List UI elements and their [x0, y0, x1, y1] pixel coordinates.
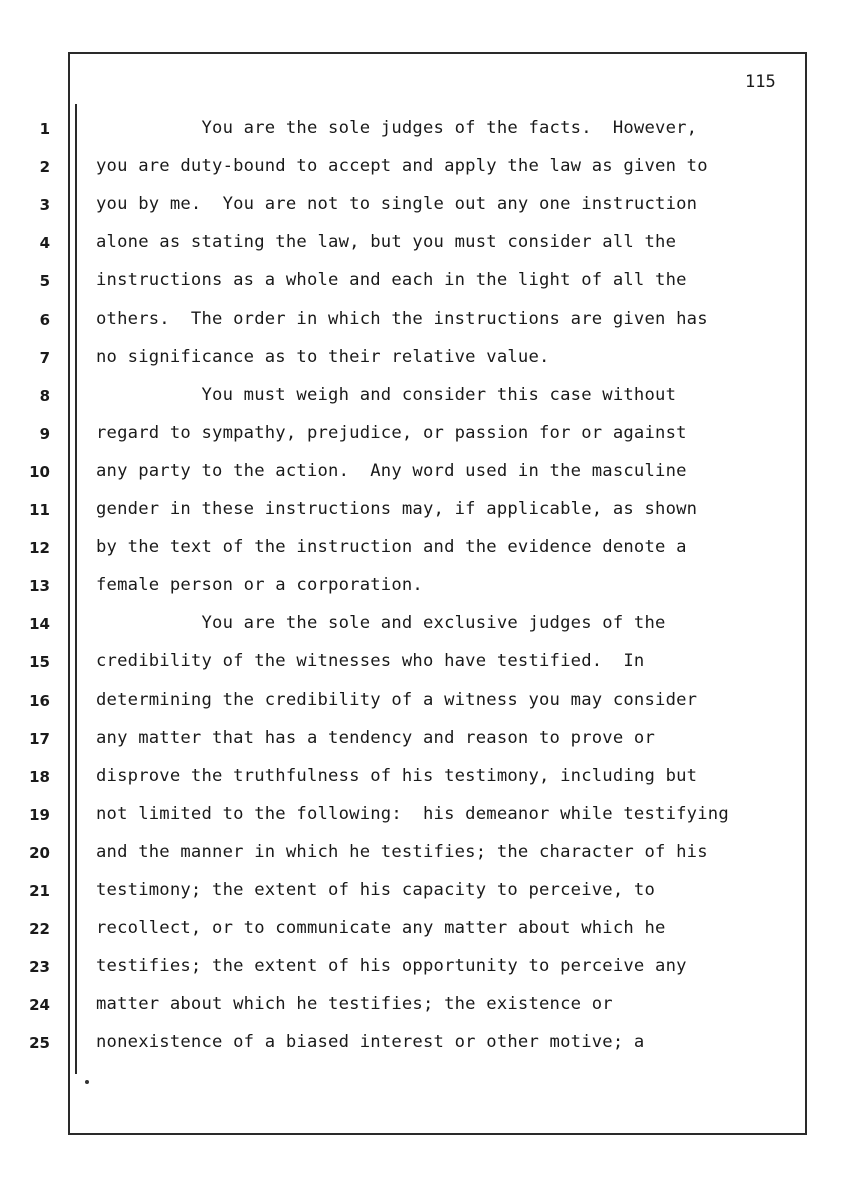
line-number-margin-rule	[75, 104, 77, 1074]
line-number: 13	[29, 577, 50, 596]
line-number: 2	[39, 158, 50, 177]
transcript-line: any party to the action. Any word used in the masculine	[96, 460, 687, 481]
line-number: 8	[39, 386, 50, 405]
transcript-line: instructions as a whole and each in the light of all the	[96, 270, 687, 291]
transcript-line: matter about which he testifies; the existence or	[96, 994, 613, 1015]
transcript-line: and the manner in which he testifies; the character of his	[96, 841, 708, 862]
transcript-line: gender in these instructions may, if applicable, as shown	[96, 499, 698, 519]
stray-ink-mark	[85, 1080, 89, 1084]
line-number: 20	[29, 843, 50, 862]
line-number: 1	[39, 120, 50, 138]
line-number: 16	[29, 691, 50, 710]
line-number: 3	[39, 196, 50, 215]
transcript-line: nonexistence of a biased interest or other motive; a	[96, 1032, 645, 1053]
line-number: 10	[29, 462, 50, 481]
transcript-line: female person or a corporation.	[96, 575, 423, 596]
transcript-line: You must weigh and consider this case without	[96, 384, 677, 405]
line-number: 15	[29, 653, 50, 672]
line-number: 9	[39, 424, 50, 443]
line-number: 17	[29, 729, 50, 748]
transcript-line: others. The order in which the instructions are given has	[96, 308, 708, 329]
line-number: 5	[39, 272, 50, 291]
transcript-line: no significance as to their relative value.	[96, 346, 550, 367]
transcript-line: You are the sole and exclusive judges of the	[96, 613, 666, 634]
transcript-line: you by me. You are not to single out any one instruction	[96, 194, 698, 215]
transcript-line: you are duty-bound to accept and apply the law as given to	[96, 156, 708, 177]
line-number: 22	[29, 920, 50, 939]
line-number: 25	[29, 1034, 50, 1053]
line-number: 4	[39, 234, 50, 253]
line-number: 6	[39, 310, 50, 329]
transcript-line: You are the sole judges of the facts. However,	[96, 118, 698, 138]
line-number: 18	[29, 767, 50, 786]
line-number: 24	[29, 996, 50, 1015]
transcript-line: alone as stating the law, but you must consider all the	[96, 232, 677, 253]
line-number: 11	[29, 501, 50, 519]
line-number: 23	[29, 958, 50, 977]
line-number: 7	[39, 348, 50, 367]
line-number: 21	[29, 882, 50, 900]
line-number: 12	[29, 539, 50, 558]
transcript-line: testifies; the extent of his opportunity to perceive any	[96, 956, 687, 977]
transcript-line: recollect, or to communicate any matter about which he	[96, 918, 666, 939]
line-number: 19	[29, 805, 50, 824]
transcript-line: not limited to the following: his demeanor while testifying	[96, 803, 729, 824]
transcript-line: determining the credibility of a witness you may consider	[96, 689, 698, 710]
line-number: 14	[29, 615, 50, 634]
transcript-line: disprove the truthfulness of his testimony, including but	[96, 765, 698, 786]
page-number: 115	[745, 72, 776, 92]
transcript-line: any matter that has a tendency and reason to prove or	[96, 727, 656, 748]
transcript-line: credibility of the witnesses who have testified. In	[96, 651, 645, 672]
transcript-line: by the text of the instruction and the evidence denote a	[96, 537, 687, 558]
transcript-line: testimony; the extent of his capacity to perceive, to	[96, 880, 656, 900]
transcript-line: regard to sympathy, prejudice, or passion for or against	[96, 422, 687, 443]
